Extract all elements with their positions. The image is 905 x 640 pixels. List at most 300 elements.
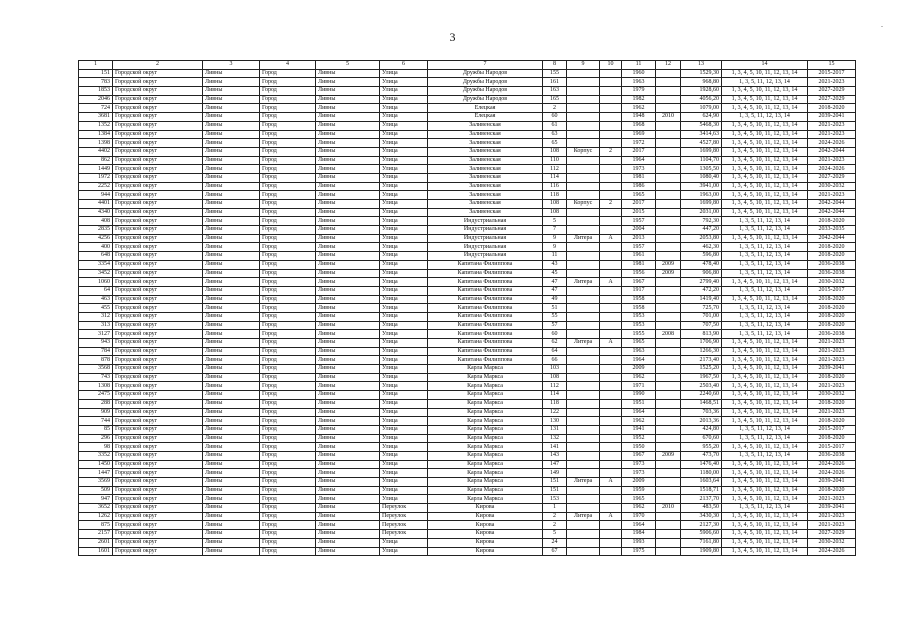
column-header: 12 <box>656 61 681 70</box>
table-cell: 1968 <box>622 121 656 130</box>
table-cell: Индустриальная <box>428 234 543 243</box>
table-cell: 7161,80 <box>681 538 722 547</box>
table-cell <box>567 538 600 547</box>
table-cell: Улица <box>380 78 428 87</box>
table-cell: Ливны <box>316 113 380 122</box>
table-row <box>79 373 856 382</box>
table-cell: 2010 <box>656 504 681 513</box>
table-cell <box>656 165 681 174</box>
table-cell: Ливны <box>316 304 380 313</box>
table-cell: 1699,80 <box>681 200 722 209</box>
table-cell: 1951 <box>622 399 656 408</box>
table-cell: 2024-2026 <box>808 547 856 556</box>
table-cell: 130 <box>543 417 567 426</box>
table-cell: Улица <box>380 173 428 182</box>
table-cell: 108 <box>543 208 567 217</box>
table-cell: 703,36 <box>681 408 722 417</box>
table-cell <box>567 391 600 400</box>
table-cell: 153 <box>543 495 567 504</box>
table-cell: Карла Маркса <box>428 417 543 426</box>
table-cell: Литера <box>567 278 600 287</box>
table-cell: Улица <box>380 460 428 469</box>
table-cell: Ливны <box>203 460 260 469</box>
table-cell <box>656 69 681 78</box>
table-cell: 596,80 <box>681 252 722 261</box>
table-cell: 1308 <box>79 382 113 391</box>
table-cell <box>600 451 622 460</box>
table-cell: 1973 <box>622 469 656 478</box>
table-row <box>79 425 856 434</box>
table-cell: Городской округ <box>113 191 203 200</box>
table-cell: 813,90 <box>681 330 722 339</box>
table-cell <box>656 156 681 165</box>
table-cell: 2018-2020 <box>808 486 856 495</box>
table-cell <box>567 87 600 96</box>
table-cell: Ливны <box>203 469 260 478</box>
table-cell: Городской округ <box>113 147 203 156</box>
table-cell: Ливны <box>316 182 380 191</box>
table-cell <box>567 226 600 235</box>
table-cell: Город <box>260 78 316 87</box>
table-cell: Городской округ <box>113 547 203 556</box>
table-cell: 2013 <box>622 234 656 243</box>
table-cell: 2042-2044 <box>808 200 856 209</box>
table-cell: 1986 <box>622 182 656 191</box>
table-cell: 1, 3, 4, 5, 10, 11, 12, 13, 14 <box>722 373 808 382</box>
table-cell: Кирова <box>428 512 543 521</box>
table-cell: Дружбы Народов <box>428 95 543 104</box>
table-cell: Город <box>260 182 316 191</box>
table-cell: 151 <box>543 478 567 487</box>
table-cell: Ливны <box>203 208 260 217</box>
table-cell: Улица <box>380 121 428 130</box>
table-cell: 1969 <box>622 130 656 139</box>
table-cell: Ливны <box>203 443 260 452</box>
table-cell: Улица <box>380 538 428 547</box>
table-cell <box>656 208 681 217</box>
table-cell: Переулок <box>380 521 428 530</box>
table-cell: 2 <box>600 147 622 156</box>
table-cell: Елецкая <box>428 113 543 122</box>
table-cell: 2039-2041 <box>808 478 856 487</box>
table-cell: 2601 <box>79 538 113 547</box>
table-cell: Улица <box>380 200 428 209</box>
table-cell: Карла Маркса <box>428 443 543 452</box>
table-cell: 1468,51 <box>681 399 722 408</box>
table-row <box>79 139 856 148</box>
table-cell <box>600 252 622 261</box>
table-cell: Ливны <box>316 156 380 165</box>
table-cell: 1, 3, 4, 5, 10, 11, 12, 13, 14 <box>722 460 808 469</box>
table-cell: Ливны <box>316 425 380 434</box>
table-cell: Ливны <box>316 443 380 452</box>
table-cell: Литера <box>567 512 600 521</box>
table-cell <box>567 399 600 408</box>
table-cell: Улица <box>380 547 428 556</box>
table-cell: Индустриальная <box>428 226 543 235</box>
table-cell: 47 <box>543 286 567 295</box>
table-cell: Город <box>260 121 316 130</box>
table-cell: 5468,30 <box>681 121 722 130</box>
table-cell: 943 <box>79 339 113 348</box>
table-cell: Ливны <box>316 69 380 78</box>
table-cell: Город <box>260 321 316 330</box>
table-cell: Улица <box>380 269 428 278</box>
table-cell: Ливны <box>316 356 380 365</box>
table-cell: Ливны <box>203 451 260 460</box>
table-cell: Ливны <box>203 113 260 122</box>
table-cell <box>656 295 681 304</box>
table-cell <box>567 252 600 261</box>
table-cell: 2042-2044 <box>808 208 856 217</box>
table-cell: Ливны <box>316 495 380 504</box>
table-cell: Ливны <box>316 191 380 200</box>
corner-mark: . <box>881 20 883 29</box>
table-cell <box>656 87 681 96</box>
table-cell: Город <box>260 425 316 434</box>
table-cell <box>656 425 681 434</box>
table-cell: 3430,30 <box>681 512 722 521</box>
table-cell: Карла Маркса <box>428 434 543 443</box>
column-header: 2 <box>113 61 203 70</box>
table-cell: Улица <box>380 486 428 495</box>
table-cell <box>600 182 622 191</box>
table-cell: 2015-2017 <box>808 286 856 295</box>
table-cell: Улица <box>380 286 428 295</box>
table-cell: Городской округ <box>113 434 203 443</box>
table-cell: 147 <box>543 460 567 469</box>
table-cell: 2009 <box>656 269 681 278</box>
table-cell: Ливны <box>316 521 380 530</box>
table-cell: 1990 <box>622 391 656 400</box>
table-cell: Капитана Филиппова <box>428 269 543 278</box>
table-cell: 2127,30 <box>681 521 722 530</box>
table-cell: Кирова <box>428 504 543 513</box>
table-cell: 2021-2023 <box>808 130 856 139</box>
table-cell: Заливенская <box>428 182 543 191</box>
table-cell: 2021-2023 <box>808 78 856 87</box>
table-cell <box>600 269 622 278</box>
table-cell: Улица <box>380 113 428 122</box>
table-cell: 296 <box>79 434 113 443</box>
table-cell: Ливны <box>316 312 380 321</box>
table-cell: 1, 3, 4, 5, 10, 11, 12, 13, 14 <box>722 347 808 356</box>
table-cell: Городской округ <box>113 226 203 235</box>
table-cell: Карла Маркса <box>428 486 543 495</box>
table-cell: Город <box>260 113 316 122</box>
table-cell: Улица <box>380 408 428 417</box>
table-cell <box>567 321 600 330</box>
table-cell: 3414,63 <box>681 130 722 139</box>
table-cell: Улица <box>380 165 428 174</box>
table-cell: 1959 <box>622 486 656 495</box>
table-cell <box>600 321 622 330</box>
table-cell: 1, 3, 4, 5, 10, 11, 12, 13, 14 <box>722 165 808 174</box>
table-cell: Городской округ <box>113 443 203 452</box>
table-cell: Город <box>260 521 316 530</box>
table-cell: Ливны <box>203 191 260 200</box>
table-cell <box>600 260 622 269</box>
table-cell: Город <box>260 382 316 391</box>
table-cell: 2018-2020 <box>808 252 856 261</box>
table-cell: 1, 3, 5, 11, 12, 13, 14 <box>722 78 808 87</box>
table-cell <box>567 356 600 365</box>
table-cell <box>567 156 600 165</box>
table-cell: 1, 3, 4, 5, 10, 11, 12, 13, 14 <box>722 391 808 400</box>
column-header: 9 <box>567 61 600 70</box>
table-cell: Ливны <box>316 234 380 243</box>
table-cell: Улица <box>380 373 428 382</box>
table-cell: 1967 <box>622 278 656 287</box>
table-cell: Городской округ <box>113 200 203 209</box>
table-cell <box>600 365 622 374</box>
table-cell: Капитана Филиппова <box>428 330 543 339</box>
table-cell <box>600 460 622 469</box>
table-cell: Улица <box>380 208 428 217</box>
table-cell <box>567 443 600 452</box>
table-cell: 2008 <box>656 330 681 339</box>
table-cell: Ливны <box>316 399 380 408</box>
table-cell: Ливны <box>316 269 380 278</box>
table-cell: Город <box>260 87 316 96</box>
table-row <box>79 399 856 408</box>
table-cell: Улица <box>380 252 428 261</box>
housing-registry-table <box>78 60 856 556</box>
table-cell: 66 <box>543 356 567 365</box>
table-cell: Город <box>260 460 316 469</box>
table-cell: 1955 <box>622 330 656 339</box>
table-cell: 108 <box>543 147 567 156</box>
table-cell: Дружбы Народов <box>428 78 543 87</box>
table-cell: 2157 <box>79 530 113 539</box>
table-cell: 648 <box>79 252 113 261</box>
table-cell <box>656 304 681 313</box>
table-cell <box>656 182 681 191</box>
table-cell: Ливны <box>316 373 380 382</box>
table-cell: Городской округ <box>113 295 203 304</box>
table-cell: Город <box>260 252 316 261</box>
table-cell: Переулок <box>380 504 428 513</box>
table-cell: 1, 3, 5, 11, 12, 13, 14 <box>722 260 808 269</box>
table-cell: 1971 <box>622 382 656 391</box>
table-cell <box>656 243 681 252</box>
table-cell <box>656 530 681 539</box>
table-cell: 2018-2020 <box>808 434 856 443</box>
table-cell <box>600 113 622 122</box>
table-cell: Городской округ <box>113 217 203 226</box>
table-cell: 85 <box>79 425 113 434</box>
table-cell: Заливенская <box>428 165 543 174</box>
table-cell: Ливны <box>203 347 260 356</box>
table-cell: 1, 3, 4, 5, 10, 11, 12, 13, 14 <box>722 234 808 243</box>
table-cell: 141 <box>543 443 567 452</box>
table-cell: 2017 <box>622 200 656 209</box>
table-row <box>79 191 856 200</box>
table-cell: Карла Маркса <box>428 373 543 382</box>
table-cell: 2021-2023 <box>808 356 856 365</box>
table-cell: Ливны <box>316 200 380 209</box>
table-row <box>79 460 856 469</box>
table-cell: Улица <box>380 260 428 269</box>
table-cell <box>567 408 600 417</box>
table-cell: Городской округ <box>113 304 203 313</box>
table-cell: 1, 3, 4, 5, 10, 11, 12, 13, 14 <box>722 495 808 504</box>
table-cell <box>600 130 622 139</box>
table-cell: 1953 <box>622 312 656 321</box>
table-cell <box>656 512 681 521</box>
column-header: 6 <box>380 61 428 70</box>
table-cell: 624,90 <box>681 113 722 122</box>
table-cell: Городской округ <box>113 113 203 122</box>
table-cell: 743 <box>79 373 113 382</box>
table-cell: Улица <box>380 451 428 460</box>
table-cell: Город <box>260 339 316 348</box>
table-cell: 1957 <box>622 217 656 226</box>
table-cell: 1993 <box>622 538 656 547</box>
table-cell <box>656 252 681 261</box>
column-header: 8 <box>543 61 567 70</box>
table-cell <box>600 443 622 452</box>
table-cell: 1, 3, 5, 11, 12, 13, 14 <box>722 321 808 330</box>
table-cell: 116 <box>543 182 567 191</box>
table-cell: 2030-2032 <box>808 182 856 191</box>
table-cell: 1, 3, 5, 11, 12, 13, 14 <box>722 243 808 252</box>
column-header: 5 <box>316 61 380 70</box>
table-cell: Улица <box>380 339 428 348</box>
table-cell: 1, 3, 4, 5, 10, 11, 12, 13, 14 <box>722 417 808 426</box>
table-row <box>79 156 856 165</box>
table-cell: Карла Маркса <box>428 469 543 478</box>
table-cell: Заливенская <box>428 191 543 200</box>
table-cell: Город <box>260 538 316 547</box>
table-cell: Городской округ <box>113 121 203 130</box>
table-cell <box>656 121 681 130</box>
table-cell <box>600 69 622 78</box>
table-row <box>79 260 856 269</box>
table-cell <box>567 434 600 443</box>
table-cell <box>567 530 600 539</box>
table-cell <box>567 113 600 122</box>
table-cell: Город <box>260 104 316 113</box>
table-cell: 1, 3, 4, 5, 10, 11, 12, 13, 14 <box>722 408 808 417</box>
table-cell <box>567 130 600 139</box>
table-cell: 1963 <box>622 347 656 356</box>
table-cell: Ливны <box>203 373 260 382</box>
table-cell: 3652 <box>79 504 113 513</box>
table-cell: 1960 <box>622 69 656 78</box>
table-cell: 408 <box>79 217 113 226</box>
table-cell: Кирова <box>428 547 543 556</box>
table-cell: Городской округ <box>113 243 203 252</box>
table-row <box>79 478 856 487</box>
table-cell: 1, 3, 5, 11, 12, 13, 14 <box>722 504 808 513</box>
table-cell: Ливны <box>316 486 380 495</box>
table-cell: 5 <box>543 530 567 539</box>
table-cell: 1601 <box>79 547 113 556</box>
table-cell: 1525,20 <box>681 365 722 374</box>
table-cell: 2009 <box>656 260 681 269</box>
table-cell: Городской округ <box>113 95 203 104</box>
table-cell: 4056,20 <box>681 95 722 104</box>
table-cell: Ливны <box>316 530 380 539</box>
table-cell: Улица <box>380 382 428 391</box>
table-cell: Ливны <box>203 87 260 96</box>
table-cell <box>567 365 600 374</box>
table-cell <box>567 295 600 304</box>
table-cell: Дружбы Народов <box>428 87 543 96</box>
table-cell: Ливны <box>203 321 260 330</box>
table-cell: 2031,00 <box>681 208 722 217</box>
table-cell: 1603,64 <box>681 478 722 487</box>
table-cell: Улица <box>380 304 428 313</box>
table-cell: 2021-2023 <box>808 521 856 530</box>
table-cell: 1, 3, 5, 11, 12, 13, 14 <box>722 425 808 434</box>
table-cell: 968,80 <box>681 78 722 87</box>
table-cell <box>567 504 600 513</box>
table-cell <box>656 321 681 330</box>
table-cell: Заливенская <box>428 200 543 209</box>
table-row <box>79 130 856 139</box>
table-cell: 2021-2023 <box>808 495 856 504</box>
table-cell: Капитана Филиппова <box>428 356 543 365</box>
table-cell: 7 <box>543 226 567 235</box>
table-cell: 2030-2032 <box>808 538 856 547</box>
table-cell: Город <box>260 434 316 443</box>
table-cell: 2024-2026 <box>808 165 856 174</box>
table-cell: Городской округ <box>113 173 203 182</box>
table-cell: 1384 <box>79 130 113 139</box>
table-cell: Город <box>260 478 316 487</box>
table-cell: 2046 <box>79 95 113 104</box>
table-cell: 2018-2020 <box>808 217 856 226</box>
table-cell <box>656 312 681 321</box>
table-row <box>79 87 856 96</box>
table-cell: 784 <box>79 347 113 356</box>
table-cell: Заливенская <box>428 208 543 217</box>
table-cell: 1, 3, 4, 5, 10, 11, 12, 13, 14 <box>722 200 808 209</box>
table-cell: 1060 <box>79 278 113 287</box>
table-cell: Улица <box>380 417 428 426</box>
table-cell: 1963,00 <box>681 191 722 200</box>
table-cell: 60 <box>543 330 567 339</box>
table-cell: 701,00 <box>681 312 722 321</box>
table-cell: Город <box>260 486 316 495</box>
table-cell: Заливенская <box>428 139 543 148</box>
table-cell: 2013,36 <box>681 417 722 426</box>
table-cell: 1, 3, 4, 5, 10, 11, 12, 13, 14 <box>722 147 808 156</box>
table-cell <box>656 469 681 478</box>
table-cell: Улица <box>380 147 428 156</box>
table-cell: Город <box>260 330 316 339</box>
table-cell: 2036-2038 <box>808 451 856 460</box>
table-cell <box>600 373 622 382</box>
table-cell: Ливны <box>203 69 260 78</box>
table-cell: Городской округ <box>113 321 203 330</box>
table-cell: Ливны <box>316 547 380 556</box>
table-cell: Городской округ <box>113 382 203 391</box>
table-cell: Улица <box>380 443 428 452</box>
table-cell: Ливны <box>203 121 260 130</box>
table-cell: 2 <box>600 200 622 209</box>
table-row <box>79 451 856 460</box>
table-cell: 2018-2020 <box>808 295 856 304</box>
table-cell <box>600 208 622 217</box>
table-row <box>79 530 856 539</box>
table-cell <box>567 304 600 313</box>
table-cell: 1, 3, 5, 11, 12, 13, 14 <box>722 252 808 261</box>
table-cell: 1, 3, 4, 5, 10, 11, 12, 13, 14 <box>722 521 808 530</box>
table-cell: Ливны <box>203 104 260 113</box>
